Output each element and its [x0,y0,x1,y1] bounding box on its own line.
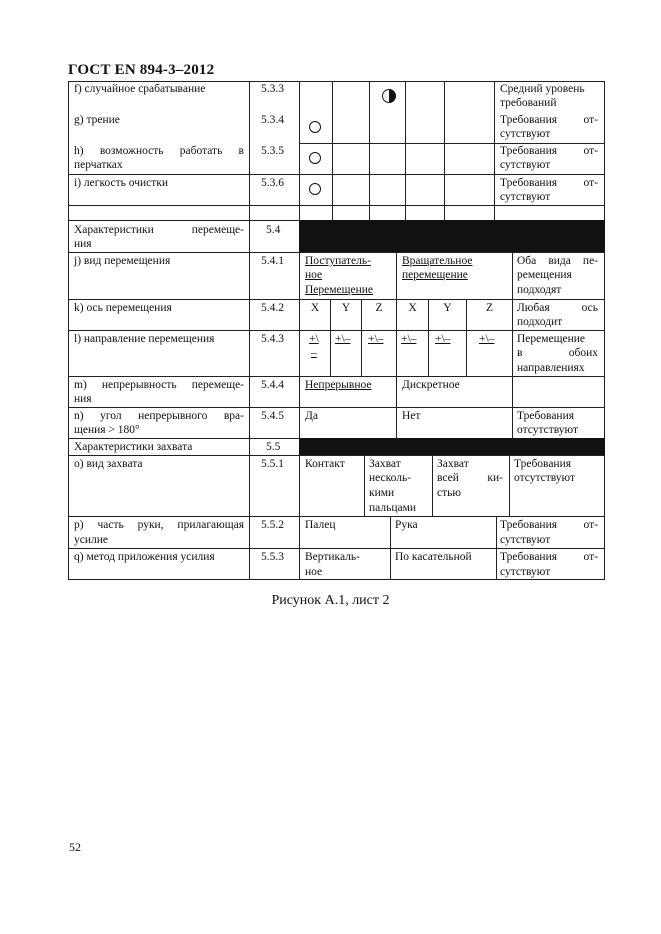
row-o-option-hand: всей ки- [437,472,503,484]
circle-icon [309,152,321,164]
row-l-label: l) направление перемещения [74,333,215,345]
row-l-note: Перемещение [517,333,586,345]
row-i-label: i) легкость очистки [74,177,169,189]
half-filled-circle-icon [382,89,396,103]
row-j-option-rotational: Вращательное [402,255,473,267]
row-g-note: Требования от- [500,114,598,126]
row-l-direction: +\– [479,333,495,345]
row-p-option-hand: Рука [395,519,418,531]
row-p-note: сутствуют [500,534,551,546]
row-g-label: g) трение [74,114,120,126]
row-j-note: Оба вида пе- [517,255,598,267]
row-m-ref: 5.4.4 [261,379,284,391]
page-number: 52 [69,840,81,854]
row-l-direction: +\– [435,333,451,345]
circle-icon [309,183,321,195]
row-k-axis: Z [485,302,494,314]
row-q-option-tangential: По касательной [395,551,472,563]
row-q-option-vertical: Вертикаль- [305,551,360,563]
row-i-ref: 5.3.6 [261,177,284,189]
row-g-note: сутствуют [500,128,551,140]
document-header: ГОСТ EN 894-3–2012 [68,62,215,78]
row-h-note: сутствуют [500,159,551,171]
row-f-label: f) случайное срабатывание [74,83,206,95]
row-o-note: отсутствуют [514,472,576,484]
row-o-option-fingers: кими [369,487,395,499]
row-k-label: k) ось перемещения [74,302,172,314]
section-bar-5-4 [299,220,605,252]
row-q-note: сутствуют [500,566,551,578]
row-k-axis: Z [375,302,383,314]
row-n-note: отсутствуют [517,424,579,436]
figure-caption: Рисунок А.1, лист 2 [271,593,390,608]
row-l-direction: – [311,347,317,359]
row-k-axis: X [408,302,417,314]
section-5-4-ref: 5.4 [266,224,281,236]
row-i-note: Требования от- [500,177,598,189]
row-o-option-hand: Захват [437,458,469,470]
section-5-4-label: Характеристики перемеще- [74,224,244,236]
row-m-label: m) непрерывность перемеще- [74,379,244,391]
row-n-option-no: Нет [402,410,421,422]
row-j-option-translational: ное [305,269,323,281]
section-bar-5-5 [299,438,605,455]
row-g-ref: 5.3.4 [261,114,284,126]
row-k-axis: Y [341,302,351,314]
row-k-axis: Y [443,302,452,314]
row-n-option-yes: Да [305,410,318,422]
row-n-label: n) угол непрерывного вра- [74,410,244,422]
row-i-note: сутствуют [500,191,551,203]
section-5-4-label: ния [74,238,92,250]
row-k-note: Любая ось [517,302,598,314]
row-h-note: Требования от- [500,145,598,157]
row-o-label: o) вид захвата [74,458,143,470]
row-k-ref: 5.4.2 [261,302,284,314]
row-n-label: щения > 180° [74,424,140,436]
row-j-note: подходят [517,284,562,296]
row-l-ref: 5.4.3 [261,333,284,345]
row-h-label: h) возможность работать в [74,145,244,157]
row-m-option-discrete: Дискретное [402,379,460,391]
row-f-note: требований [500,97,557,109]
row-m-label: ния [74,393,92,405]
row-l-note: в обоих [517,347,598,359]
row-f-note: Средний уровень [500,83,585,95]
row-m-option-continuous: Непрерывное [305,379,372,391]
row-l-direction: +\– [335,333,351,345]
row-h-label: перчатках [74,159,123,171]
row-o-option-fingers: пальцами [369,502,417,514]
row-l-direction: +\ [309,333,319,345]
row-o-ref: 5.5.1 [261,458,284,470]
row-l-direction: +\– [368,333,384,345]
row-o-note: Требования [514,458,572,470]
row-q-ref: 5.5.3 [261,551,284,563]
row-p-label: p) часть руки, прилагающая [74,519,244,531]
row-f-ref: 5.3.3 [261,83,284,95]
row-q-note: Требования от- [500,551,598,563]
row-j-option-translational: Поступатель- [305,255,371,267]
row-p-option-finger: Палец [305,519,336,531]
row-p-ref: 5.5.2 [261,519,284,531]
row-o-option-fingers: несколь- [369,472,412,484]
row-p-note: Требования от- [500,519,598,531]
circle-icon [309,121,321,133]
row-j-note: ремещения [517,269,572,281]
row-j-option-rotational: перемещение [402,269,468,281]
row-j-option-translational: Перемещение [305,284,374,296]
row-l-direction: +\– [401,333,417,345]
row-j-ref: 5.4.1 [261,255,284,267]
row-o-option-hand: стью [437,487,461,499]
row-n-note: Требования [517,410,575,422]
row-q-option-vertical: ное [305,566,323,578]
row-o-option-fingers: Захват [369,458,401,470]
section-5-5-label: Характеристики захвата [74,441,193,453]
row-h-ref: 5.3.5 [261,145,284,157]
row-p-label: усилие [74,534,109,546]
row-k-note: подходит [517,316,563,328]
row-k-axis: X [310,302,320,314]
row-n-ref: 5.4.5 [261,410,284,422]
section-5-5-ref: 5.5 [266,441,281,453]
row-o-option-contact: Контакт [305,458,345,470]
row-l-note: направлениях [517,362,585,374]
row-q-label: q) метод приложения усилия [74,551,215,563]
row-j-label: j) вид перемещения [74,255,171,267]
